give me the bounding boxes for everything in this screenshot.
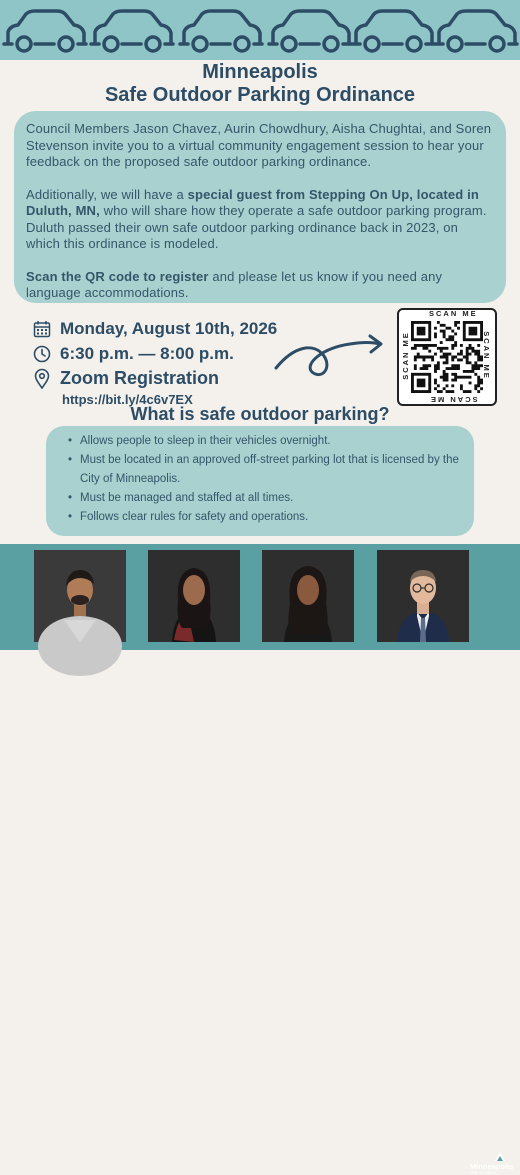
- guest-text-lead: Additionally, we will have a: [26, 186, 188, 202]
- list-item: • Must be located in an approved off-street parking lot that is licensed by the City of Minneapolis.: [68, 451, 460, 489]
- guest-highlight: special guest from Stepping On Up, located in Duluth, MN,: [26, 186, 479, 218]
- definition-panel: [46, 426, 474, 536]
- guest-text-rest: who will share how they operate a safe outdoor parking program. Duluth passed their own safe outdoor parking ordinance back in 2023, on which this ordinance is modeled.: [26, 203, 487, 251]
- title-line-1: Minneapolis: [202, 61, 318, 83]
- event-date-row: [32, 316, 292, 341]
- avatar: [148, 550, 240, 642]
- location-pin-icon: [32, 369, 52, 389]
- logo-tagline: City of Lakes: [470, 1170, 497, 1175]
- definition-heading: What is safe outdoor parking?: [130, 404, 390, 424]
- car-icon: [2, 6, 88, 54]
- qr-label-right: SCAN ME: [481, 331, 491, 380]
- register-highlight: Scan the QR code to register: [26, 268, 209, 284]
- intro-panel: [14, 111, 506, 303]
- qr-pattern: [411, 321, 483, 393]
- event-date: Monday, August 10th, 2026: [60, 318, 278, 338]
- car-icon: [267, 6, 353, 54]
- car-icon: [178, 6, 264, 54]
- intro-paragraph-register: [26, 269, 494, 302]
- council-photos-band: [0, 544, 520, 1175]
- qr-label-top: SCAN ME: [429, 309, 478, 318]
- event-time: 6:30 p.m. — 8:00 p.m.: [60, 343, 234, 363]
- list-item: • Allows people to sleep in their vehicles overnight.: [68, 432, 460, 451]
- minneapolis-logo: [470, 1162, 516, 1175]
- avatar: [377, 550, 469, 642]
- page-title: [0, 61, 520, 107]
- qr-code[interactable]: [397, 308, 497, 406]
- intro-paragraph-guest: [26, 187, 494, 253]
- city-logo-mark-icon: [494, 1151, 506, 1162]
- intro-paragraph-invite: Council Members Jason Chavez, Aurin Chowdhury, Aisha Chughtai, and Soren Stevenson invite you to a virtual community engagement session to hear your feedback on the proposed safe outdoor parking ordinance.: [26, 121, 492, 169]
- avatar: [34, 550, 126, 642]
- calendar-icon: [32, 319, 52, 339]
- list-item: • Follows clear rules for safety and operations.: [68, 508, 460, 527]
- car-pattern-band: [0, 0, 520, 60]
- avatar: [262, 550, 354, 642]
- registration-link[interactable]: https://bit.ly/4c6v7EX: [62, 392, 193, 407]
- event-time-row: [32, 341, 292, 366]
- qr-label-left: SCAN ME: [400, 331, 410, 380]
- qr-label-bottom: SCAN ME: [429, 395, 478, 404]
- list-item: • Must be managed and staffed at all times.: [68, 489, 460, 508]
- car-icon: [350, 6, 436, 54]
- title-line-2: Safe Outdoor Parking Ordinance: [104, 84, 416, 106]
- event-location: Zoom Registration: [60, 368, 220, 388]
- event-details: [32, 316, 292, 407]
- car-icon: [89, 6, 175, 54]
- definition-list: [68, 432, 460, 527]
- clock-icon: [32, 344, 52, 364]
- car-icon: [433, 6, 519, 54]
- curved-arrow-icon: [270, 328, 390, 388]
- logo-name: Minneapolis: [470, 1162, 514, 1171]
- event-location-row: [32, 366, 292, 391]
- register-text-rest: and please let us know if you need any language accommodations.: [26, 268, 443, 300]
